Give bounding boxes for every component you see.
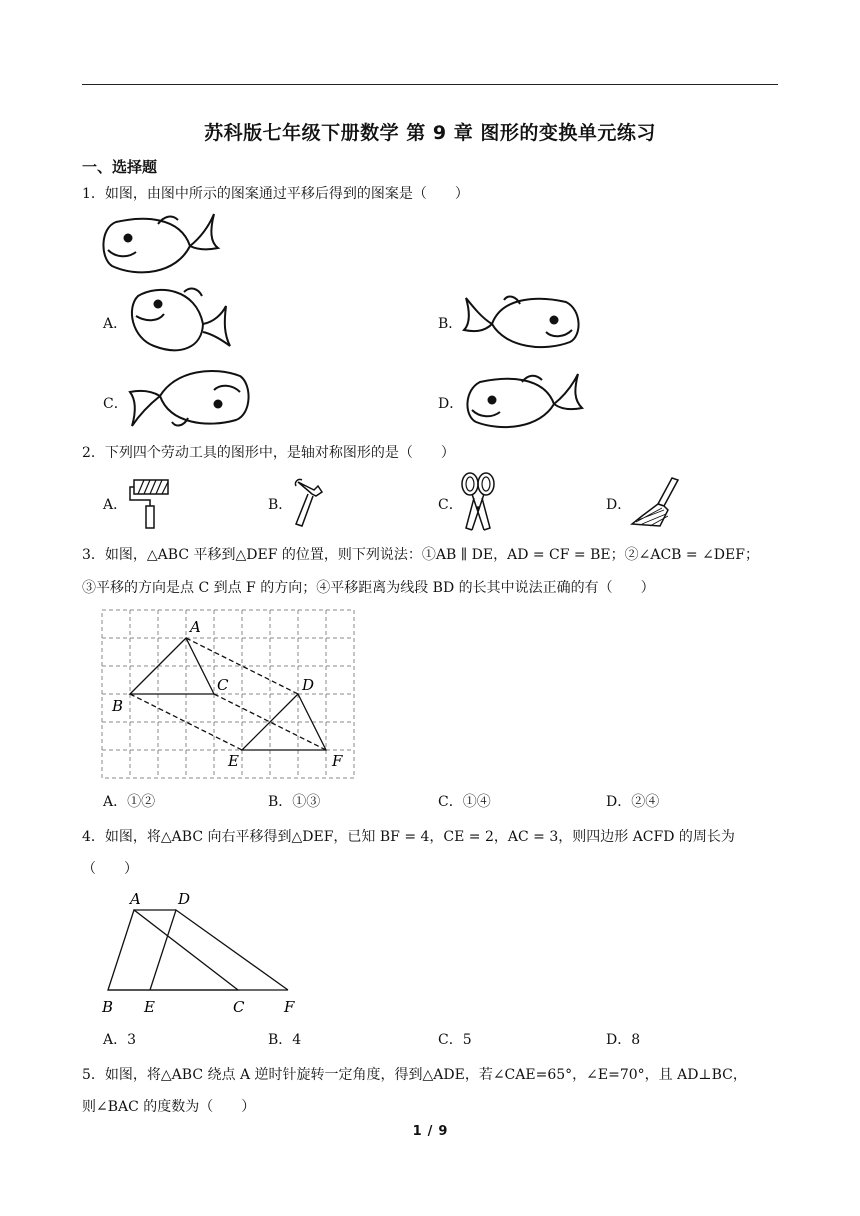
q3-label-a: A <box>190 618 201 636</box>
q1-option-c[interactable]: C． <box>103 396 128 412</box>
q4-option-a[interactable]: A．3 <box>103 1032 137 1048</box>
q3-option-a[interactable]: A．①② <box>103 794 156 810</box>
q4-option-c[interactable]: C．5 <box>438 1032 472 1048</box>
current-page: 1 <box>412 1124 422 1139</box>
q4-label-e: E <box>144 998 155 1016</box>
q3-label-e: E <box>228 752 239 770</box>
question-3-text-line1: 3．如图，△ABC 平移到△DEF 的位置，则下列说法：①AB ∥ DE，AD = CF = BE；②∠ACB = ∠DEF； <box>82 547 759 563</box>
question-2-text: 2．下列四个劳动工具的图形中，是轴对称图形的是（ ） <box>82 445 455 461</box>
q1-fish-option-b <box>462 290 587 352</box>
page-separator: / <box>427 1124 433 1139</box>
question-3-text-line2: ③平移的方向是点 C 到点 F 的方向；④平移距离为线段 BD 的长其中说法正确的有（ ） <box>82 580 655 596</box>
q3-label-b: B <box>112 697 124 715</box>
q2-option-a[interactable]: A． <box>103 497 128 513</box>
question-5-text-line2: 则∠BAC 的度数为（ ） <box>82 1099 256 1115</box>
header-rule <box>82 84 778 85</box>
q1-fish-original <box>98 208 223 278</box>
q4-option-b[interactable]: B．4 <box>268 1032 302 1048</box>
q3-label-d: D <box>302 676 315 694</box>
q4-label-b: B <box>102 998 114 1016</box>
q4-option-d[interactable]: D．8 <box>606 1032 641 1048</box>
q3-option-b[interactable]: B．①③ <box>268 794 321 810</box>
q3-grid-figure <box>96 606 360 786</box>
broom-icon <box>628 476 686 530</box>
paint-roller-icon <box>128 476 173 530</box>
q4-figure <box>96 888 306 1020</box>
scissors-icon <box>458 472 498 532</box>
q1-fish-option-d <box>462 370 587 432</box>
q4-label-f: F <box>284 998 295 1016</box>
q3-label-f: F <box>332 752 343 770</box>
question-4-text-line2: （ ） <box>82 861 138 877</box>
q3-option-c[interactable]: C．①④ <box>438 794 491 810</box>
hammer-icon <box>288 476 328 530</box>
question-5-text-line1: 5．如图，将△ABC 绕点 A 逆时针旋转一定角度，得到△ADE，若∠CAE=65°，∠E=70°，且 AD⊥BC， <box>82 1067 747 1083</box>
q2-option-b[interactable]: B． <box>268 497 293 513</box>
q1-fish-option-a <box>128 282 238 362</box>
question-4-text-line1: 4．如图，将△ABC 向右平移得到△DEF，已知 BF = 4，CE = 2，AC = 3，则四边形 ACFD 的周长为 <box>82 829 735 845</box>
q1-option-b[interactable]: B． <box>438 316 463 332</box>
q1-option-d[interactable]: D． <box>438 396 464 412</box>
q3-option-d[interactable]: D．②④ <box>606 794 660 810</box>
page-number <box>0 1124 860 1139</box>
q1-fish-option-c <box>128 366 258 432</box>
q3-label-c: C <box>217 676 229 694</box>
q4-label-c: C <box>233 998 245 1016</box>
q2-option-c[interactable]: C． <box>438 497 463 513</box>
question-1-text: 1．如图，由图中所示的图案通过平移后得到的图案是（ ） <box>82 186 469 202</box>
section-heading: 一、选择题 <box>82 158 158 176</box>
q2-option-d[interactable]: D． <box>606 497 632 513</box>
q1-option-a[interactable]: A． <box>103 316 128 332</box>
total-pages: 9 <box>438 1124 448 1139</box>
q4-label-a: A <box>130 890 141 908</box>
q4-label-d: D <box>178 890 191 908</box>
page-title: 苏科版七年级下册数学 第 9 章 图形的变换单元练习 <box>204 122 656 144</box>
